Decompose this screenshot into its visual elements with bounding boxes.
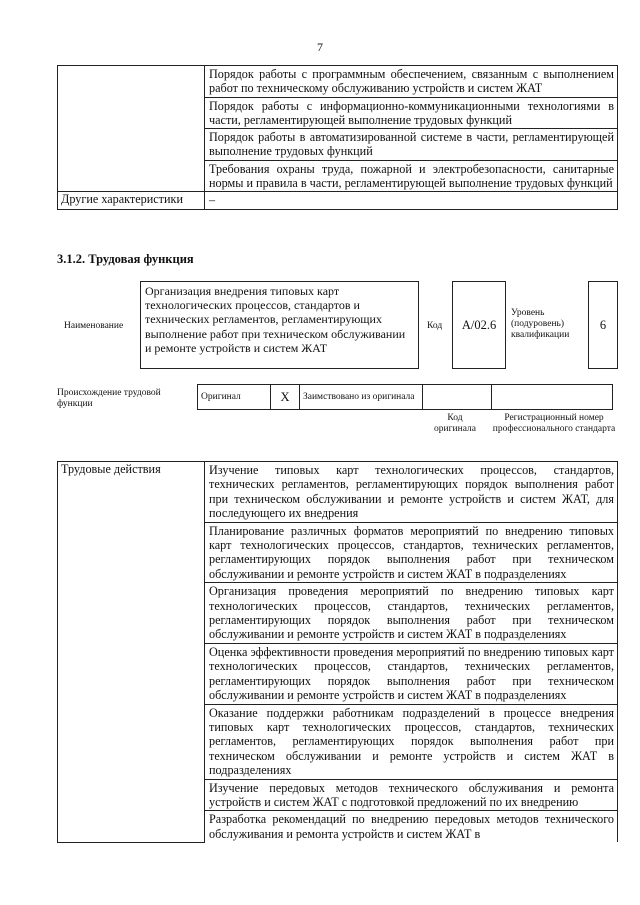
action-item: Оказание поддержки работникам подразделений в процессе внедрения типовых карт технологических процессов, стандартов, технических регламентов, регламентирующих порядок выполнения работ при техническом обслуживании и ремонте устройств и систем ЖАТ в подразделениях — [205, 704, 618, 779]
original-mark: X — [271, 385, 300, 410]
borrowed-label: Заимствовано из оригинала — [300, 385, 423, 410]
origin-table — [197, 384, 613, 410]
action-item: Изучение типовых карт технологических процессов, стандартов, технических регламентов, регламентирующих порядок выполнения работ при техническом обслуживании и ремонте устройств и систем ЖАТ, для последующего их внедрения — [205, 462, 618, 523]
knowledge-item: Порядок работы с информационно-коммуникационными технологиями в части, регламентирующей выполнение трудовых функций — [205, 97, 618, 129]
table-cell-empty — [58, 66, 205, 192]
section-title: 3.1.2. Трудовая функция — [57, 252, 194, 266]
action-item: Изучение передовых методов технического обслуживания и ремонта устройств и систем ЖАТ с подготовкой предложений по их внедрению — [205, 779, 618, 811]
function-name-box: Организация внедрения типовых карт технологических процессов, стандартов и технических регламентов, регламентирующих выполнение работ при техническом обслуживании и ремонте устройств и систем ЖАТ — [140, 281, 419, 369]
actions-table — [57, 461, 618, 843]
table-row — [58, 192, 618, 209]
actions-label: Трудовые действия — [58, 462, 205, 843]
original-code-cell — [423, 385, 492, 410]
knowledge-table — [57, 65, 618, 210]
other-characteristics-value: – — [205, 192, 618, 209]
knowledge-item: Порядок работы в автоматизированной системе в части, регламентирующей выполнение трудовых функций — [205, 129, 618, 161]
action-item: Оценка эффективности проведения мероприятий по внедрению типовых карт технологических процессов, стандартов, технических регламентов, регламентирующих порядок выполнения работ при техническом обслуживании и ремонте устройств и систем ЖАТ в подразделениях — [205, 643, 618, 704]
other-characteristics-label: Другие характеристики — [58, 192, 205, 209]
action-item: Разработка рекомендаций по внедрению передовых методов технического обслуживания и ремонта устройств и систем ЖАТ в — [205, 811, 618, 842]
code-caption: Код оригинала — [434, 413, 476, 434]
origin-label: Происхождение трудовой функции — [57, 388, 161, 409]
original-label: Оригинал — [198, 385, 271, 410]
page-number: 7 — [317, 40, 323, 54]
knowledge-item: Порядок работы с программным обеспечением, связанным с выполнением работ по техническому обслуживанию устройств и систем ЖАТ — [205, 66, 618, 98]
level-label: Уровень (подуровень) квалификации — [511, 308, 570, 340]
knowledge-item: Требования охраны труда, пожарной и электробезопасности, санитарные нормы и правила в части, регламентирующей выполнение трудовых функций — [205, 160, 618, 192]
table-row — [198, 385, 613, 410]
qualification-level-box: 6 — [588, 281, 618, 369]
action-item: Планирование различных форматов мероприятий по внедрению типовых карт технологических процессов, стандартов, технических регламентов, регламентирующих порядок выполнения работ при техническом обслуживании и ремонте устройств и систем ЖАТ в подразделениях — [205, 522, 618, 583]
table-row — [58, 66, 618, 98]
name-label: Наименование — [64, 321, 124, 331]
reg-caption: Регистрационный номер профессионального стандарта — [492, 413, 616, 434]
reg-number-cell — [492, 385, 613, 410]
action-item: Организация проведения мероприятий по внедрению типовых карт технологических процессов, стандартов, технических регламентов, регламентирующих порядок выполнения работ при техническом обслуживании и ремонте устройств и систем ЖАТ в подразделениях — [205, 583, 618, 644]
function-code-box: A/02.6 — [452, 281, 506, 369]
code-label: Код — [427, 321, 443, 331]
table-row — [58, 462, 618, 523]
